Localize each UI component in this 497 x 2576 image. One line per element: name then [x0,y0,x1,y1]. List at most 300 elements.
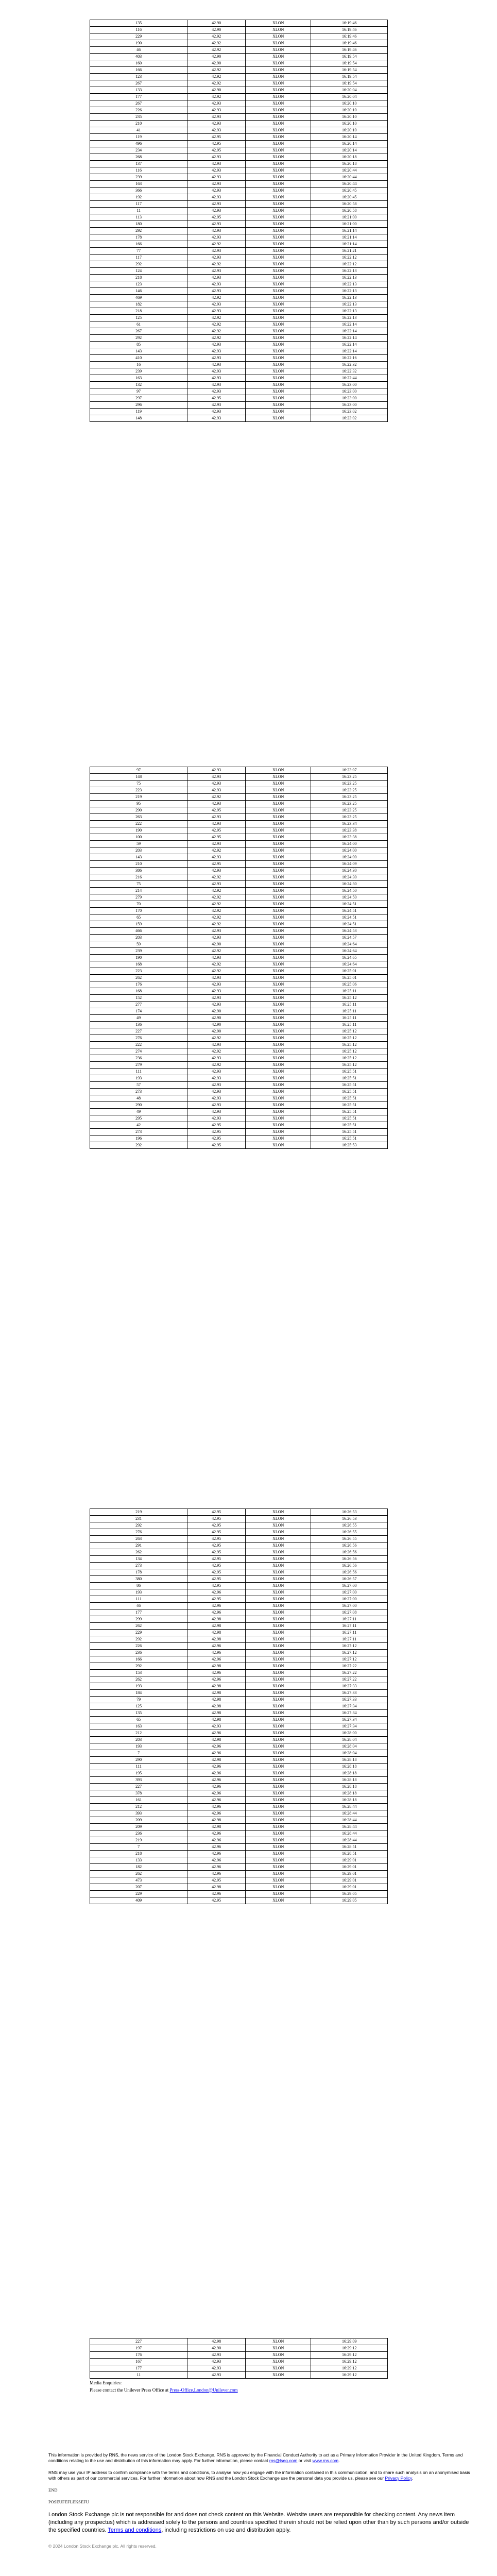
venue-cell: XLON [245,1129,311,1136]
volume-cell: 166 [90,67,187,74]
venue-cell: XLON [245,1676,311,1683]
time-cell: 16:24:53 [311,928,388,935]
table-row [90,1069,388,1075]
table-row [90,194,388,201]
price-cell: 42.93 [187,415,246,422]
volume-cell: 135 [90,1710,187,1717]
contact-prefix: Please contact the Unilever Press Office at [90,2387,170,2393]
time-cell: 16:28:44 [311,1831,388,1837]
table-row [90,255,388,261]
table-row [90,2372,388,2379]
volume-cell: 168 [90,988,187,995]
price-cell: 42.96 [187,1864,246,1871]
price-cell: 42.95 [187,1897,246,1904]
price-cell: 42.93 [187,362,246,368]
table-row [90,1142,388,1149]
venue-cell: XLON [245,861,311,868]
volume-cell: 7 [90,1750,187,1757]
transactions-table [90,20,388,422]
time-cell: 16:27:34 [311,1703,388,1710]
table-row [90,355,388,362]
table-row [90,295,388,301]
volume-cell: 219 [90,1837,187,1844]
table-row [90,1891,388,1897]
venue-cell: XLON [245,1529,311,1536]
time-cell: 16:23:38 [311,827,388,834]
table-row [90,1556,388,1563]
price-cell: 42.92 [187,794,246,801]
table-row [90,2345,388,2352]
table-row [90,908,388,914]
venue-cell: XLON [245,1730,311,1737]
volume-cell: 466 [90,928,187,935]
time-cell: 16:20:58 [311,201,388,208]
volume-cell: 203 [90,935,187,941]
venue-cell: XLON [245,1042,311,1048]
price-cell: 42.93 [187,1095,246,1102]
time-cell: 16:22:14 [311,328,388,335]
time-cell: 16:22:13 [311,301,388,308]
price-cell: 42.98 [187,1710,246,1717]
price-cell: 42.98 [187,1697,246,1703]
venue-cell: XLON [245,1650,311,1656]
lse-disclaimer [48,2511,476,2534]
venue-cell: XLON [245,1583,311,1589]
time-cell: 16:19:54 [311,74,388,80]
time-cell: 16:27:11 [311,1616,388,1623]
table-row [90,914,388,921]
price-cell: 42.98 [187,1616,246,1623]
table-row [90,114,388,121]
table-row [90,321,388,328]
price-cell: 42.96 [187,1777,246,1784]
price-cell: 42.92 [187,968,246,975]
time-cell: 16:22:14 [311,342,388,348]
table-row [90,1082,388,1089]
table-row [90,781,388,787]
volume-cell: 75 [90,881,187,888]
press-office-email-link[interactable]: Press-Office.London@Unilever.com [169,2387,238,2393]
price-cell: 42.96 [187,1670,246,1676]
venue-cell: XLON [245,415,311,422]
volume-cell: 135 [90,20,187,27]
volume-cell: 182 [90,1864,187,1871]
volume-cell: 111 [90,1596,187,1603]
time-cell: 16:25:51 [311,1102,388,1109]
time-cell: 16:24:51 [311,914,388,921]
venue-cell: XLON [245,1844,311,1851]
volume-cell: 182 [90,301,187,308]
price-cell: 42.93 [187,248,246,255]
venue-cell: XLON [245,1797,311,1804]
time-cell: 16:25:12 [311,1055,388,1062]
venue-cell: XLON [245,1028,311,1035]
time-cell: 16:23:25 [311,807,388,814]
table-row [90,1656,388,1663]
time-cell: 16:27:22 [311,1670,388,1676]
volume-cell: 227 [90,2338,187,2345]
time-cell: 16:21:14 [311,241,388,248]
table-row [90,1864,388,1871]
time-cell: 16:24:65 [311,955,388,961]
price-cell: 42.93 [187,167,246,174]
volume-cell: 7 [90,1844,187,1851]
venue-cell: XLON [245,1857,311,1864]
table-row [90,1129,388,1136]
table-row [90,921,388,928]
venue-cell: XLON [245,1089,311,1095]
time-cell: 16:26:56 [311,1569,388,1576]
price-cell: 42.93 [187,174,246,181]
table-row [90,134,388,141]
venue-cell: XLON [245,47,311,54]
venue-cell: XLON [245,1015,311,1022]
venue-cell: XLON [245,834,311,841]
volume-cell: 97 [90,767,187,774]
time-cell: 16:25:51 [311,1082,388,1089]
time-cell: 16:23:00 [311,402,388,409]
volume-cell: 95 [90,801,187,807]
volume-cell: 229 [90,1630,187,1636]
rns-privacy-end: . [412,2476,414,2481]
time-cell: 16:20:10 [311,100,388,107]
time-cell: 16:19:54 [311,54,388,60]
venue-cell: XLON [245,794,311,801]
volume-cell: 386 [90,868,187,874]
table-row [90,1008,388,1015]
venue-cell: XLON [245,1062,311,1069]
table-row [90,2352,388,2359]
time-cell: 16:28:00 [311,1730,388,1737]
time-cell: 16:20:04 [311,94,388,100]
price-cell: 42.93 [187,208,246,214]
venue-cell: XLON [245,1737,311,1743]
time-cell: 16:19:46 [311,20,388,27]
time-cell: 16:24:30 [311,874,388,881]
volume-cell: 279 [90,1062,187,1069]
time-cell: 16:23:34 [311,821,388,827]
volume-cell: 170 [90,908,187,914]
venue-cell: XLON [245,208,311,214]
venue-cell: XLON [245,1750,311,1757]
time-cell: 16:25:12 [311,1028,388,1035]
price-cell: 42.93 [187,1115,246,1122]
volume-cell: 161 [90,1797,187,1804]
table-row [90,335,388,342]
volume-cell: 16 [90,362,187,368]
table-row [90,968,388,975]
table-row [90,1643,388,1650]
volume-cell: 166 [90,1656,187,1663]
time-cell: 16:21:00 [311,214,388,221]
venue-cell: XLON [245,295,311,301]
venue-cell: XLON [245,1035,311,1042]
table-row [90,935,388,941]
rns-info-or: or visit [297,2458,313,2463]
price-cell: 42.93 [187,355,246,362]
price-cell: 42.95 [187,1556,246,1563]
time-cell: 16:22:44 [311,375,388,382]
time-cell: 16:20:10 [311,114,388,121]
price-cell: 42.95 [187,214,246,221]
time-cell: 16:22:14 [311,335,388,342]
table-row [90,40,388,47]
table-row [90,1804,388,1810]
venue-cell: XLON [245,114,311,121]
venue-cell: XLON [245,1790,311,1797]
price-cell: 42.93 [187,301,246,308]
price-cell: 42.93 [187,100,246,107]
venue-cell: XLON [245,221,311,228]
time-cell: 16:26:57 [311,1576,388,1583]
volume-cell: 167 [90,2359,187,2365]
venue-cell: XLON [245,1549,311,1556]
table-row [90,955,388,961]
price-cell: 42.95 [187,1563,246,1569]
price-cell: 42.93 [187,402,246,409]
volume-cell: 236 [90,1055,187,1062]
venue-cell: XLON [245,194,311,201]
volume-cell: 267 [90,80,187,87]
price-cell: 42.93 [187,868,246,874]
time-cell: 16:25:51 [311,1129,388,1136]
volume-cell: 46 [90,47,187,54]
volume-cell: 231 [90,1516,187,1522]
rns-website-link[interactable]: www.rns.com [312,2458,339,2463]
time-cell: 16:26:56 [311,1556,388,1563]
time-cell: 16:25:01 [311,968,388,975]
transactions-table [90,2338,388,2379]
table-row [90,774,388,781]
table-row [90,33,388,40]
time-cell: 16:27:08 [311,1609,388,1616]
volume-cell: 292 [90,228,187,234]
venue-cell: XLON [245,961,311,968]
volume-cell: 207 [90,1884,187,1891]
time-cell: 16:28:44 [311,1824,388,1831]
table-row [90,1596,388,1603]
table-row [90,1670,388,1676]
volume-cell: 209 [90,1824,187,1831]
price-cell: 42.92 [187,874,246,881]
price-cell: 42.93 [187,114,246,121]
rns-email-link[interactable]: rns@lseg.com [269,2458,298,2463]
venue-cell: XLON [245,60,311,67]
terms-and-conditions-link[interactable]: Terms and conditions [108,2527,162,2533]
volume-cell: 236 [90,1831,187,1837]
venue-cell: XLON [245,301,311,308]
time-cell: 16:24:64 [311,948,388,955]
venue-cell: XLON [245,188,311,194]
volume-cell: 116 [90,167,187,174]
time-cell: 16:29:01 [311,1864,388,1871]
price-cell: 42.93 [187,774,246,781]
venue-cell: XLON [245,308,311,315]
table-row [90,1797,388,1804]
table-row [90,1102,388,1109]
time-cell: 16:26:55 [311,1522,388,1529]
price-cell: 42.92 [187,914,246,921]
venue-cell: XLON [245,94,311,100]
volume-cell: 177 [90,94,187,100]
time-cell: 16:28:18 [311,1784,388,1790]
volume-cell: 176 [90,981,187,988]
venue-cell: XLON [245,121,311,127]
price-cell: 42.96 [187,1891,246,1897]
table-row [90,402,388,409]
venue-cell: XLON [245,375,311,382]
volume-cell: 262 [90,1549,187,1556]
volume-cell: 210 [90,861,187,868]
time-cell: 16:23:00 [311,382,388,388]
volume-cell: 366 [90,188,187,194]
price-cell: 42.98 [187,1636,246,1643]
time-cell: 16:25:11 [311,1002,388,1008]
table-row [90,975,388,981]
venue-cell: XLON [245,941,311,948]
table-row [90,368,388,375]
price-cell: 42.98 [187,1884,246,1891]
venue-cell: XLON [245,275,311,281]
time-cell: 16:27:12 [311,1650,388,1656]
price-cell: 42.93 [187,228,246,234]
table-row [90,1002,388,1008]
volume-cell: 239 [90,368,187,375]
time-cell: 16:29:09 [311,2338,388,2345]
privacy-policy-link[interactable]: Privacy Policy [385,2476,412,2481]
price-cell: 42.92 [187,315,246,321]
volume-cell: 97 [90,388,187,395]
table-row [90,1710,388,1717]
time-cell: 16:25:12 [311,1062,388,1069]
venue-cell: XLON [245,1670,311,1676]
time-cell: 16:21:14 [311,228,388,234]
venue-cell: XLON [245,821,311,827]
price-cell: 42.96 [187,1837,246,1844]
table-row [90,161,388,167]
price-cell: 42.96 [187,1844,246,1851]
table-row [90,87,388,94]
venue-cell: XLON [245,881,311,888]
table-row [90,1697,388,1703]
table-row [90,221,388,228]
table-row [90,1630,388,1636]
venue-cell: XLON [245,2345,311,2352]
volume-cell: 277 [90,1002,187,1008]
volume-cell: 267 [90,328,187,335]
price-cell: 42.92 [187,921,246,928]
table-row [90,301,388,308]
price-cell: 42.95 [187,1536,246,1543]
venue-cell: XLON [245,382,311,388]
volume-cell: 193 [90,1589,187,1596]
venue-cell: XLON [245,1536,311,1543]
venue-cell: XLON [245,1656,311,1663]
price-cell: 42.98 [187,1630,246,1636]
time-cell: 16:22:14 [311,348,388,355]
time-cell: 16:21:21 [311,248,388,255]
time-cell: 16:24:00 [311,841,388,848]
time-cell: 16:25:11 [311,1022,388,1028]
volume-cell: 403 [90,54,187,60]
table-row [90,281,388,288]
media-enquiries-heading: Media Enquiries: [90,2380,122,2385]
volume-cell: 226 [90,107,187,114]
table-row [90,1569,388,1576]
table-row [90,248,388,255]
time-cell: 16:23:02 [311,415,388,422]
volume-cell: 116 [90,27,187,33]
table-row [90,981,388,988]
table-row [90,1115,388,1122]
volume-cell: 65 [90,1717,187,1723]
time-cell: 16:29:01 [311,1884,388,1891]
volume-cell: 137 [90,161,187,167]
volume-cell: 299 [90,1616,187,1623]
time-cell: 16:22:13 [311,268,388,275]
price-cell: 42.93 [187,928,246,935]
price-cell: 42.95 [187,1549,246,1556]
venue-cell: XLON [245,854,311,861]
volume-cell: 267 [90,100,187,107]
venue-cell: XLON [245,201,311,208]
venue-cell: XLON [245,1609,311,1616]
volume-cell: 290 [90,807,187,814]
time-cell: 16:25:12 [311,995,388,1002]
table-row [90,1764,388,1770]
venue-cell: XLON [245,1142,311,1149]
venue-cell: XLON [245,1589,311,1596]
venue-cell: XLON [245,1877,311,1884]
venue-cell: XLON [245,87,311,94]
price-cell: 42.93 [187,121,246,127]
table-row [90,1837,388,1844]
price-cell: 42.93 [187,781,246,787]
time-cell: 16:27:11 [311,1636,388,1643]
volume-cell: 297 [90,395,187,402]
time-cell: 16:23:00 [311,388,388,395]
time-cell: 16:19:46 [311,27,388,33]
table-row [90,47,388,54]
table-row [90,834,388,841]
table-row [90,74,388,80]
venue-cell: XLON [245,1777,311,1784]
volume-cell: 178 [90,1569,187,1576]
table-row [90,107,388,114]
volume-cell: 292 [90,1636,187,1643]
time-cell: 16:20:10 [311,127,388,134]
volume-cell: 236 [90,1650,187,1656]
price-cell: 42.93 [187,955,246,961]
time-cell: 16:26:56 [311,1549,388,1556]
price-cell: 42.90 [187,1028,246,1035]
time-cell: 16:25:11 [311,988,388,995]
price-cell: 42.98 [187,1757,246,1764]
price-cell: 42.92 [187,47,246,54]
venue-cell: XLON [245,1683,311,1690]
time-cell: 16:27:00 [311,1603,388,1609]
price-cell: 42.93 [187,1075,246,1082]
table-row [90,861,388,868]
volume-cell: 143 [90,348,187,355]
price-cell: 42.93 [187,767,246,774]
time-cell: 16:24:30 [311,881,388,888]
price-cell: 42.96 [187,1784,246,1790]
volume-cell: 409 [90,1897,187,1904]
time-cell: 16:22:13 [311,315,388,321]
venue-cell: XLON [245,1569,311,1576]
price-cell: 42.92 [187,888,246,894]
